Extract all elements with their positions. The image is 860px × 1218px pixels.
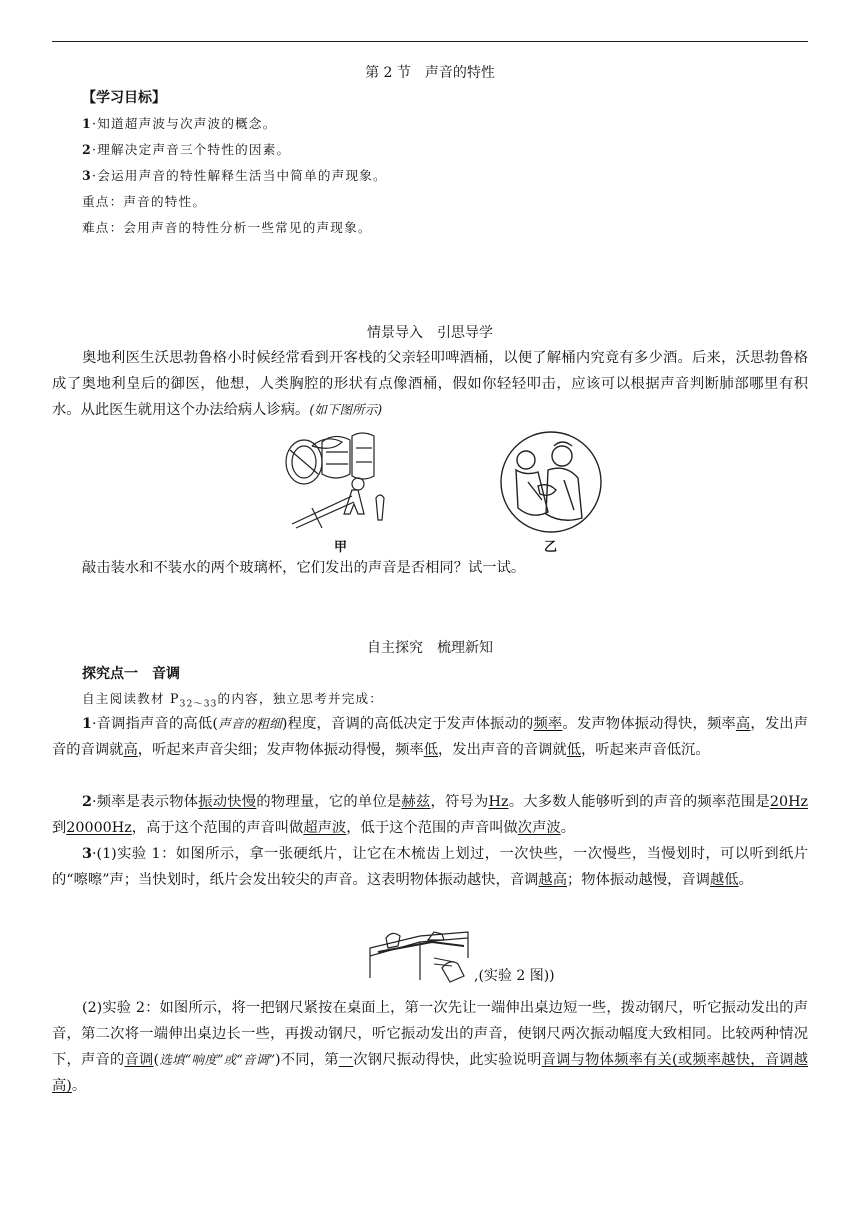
text: ；物体振动越慢，音调 [567, 872, 710, 888]
answer: 越高 [538, 872, 568, 888]
text: ，发出声音的音调就 [438, 742, 567, 758]
objective-item-2: 2·理解决定声音三个特性的因素。 [82, 142, 291, 157]
answer: 低 [423, 742, 439, 758]
text: 。 [560, 820, 575, 836]
doctor-patient-illustration [498, 430, 604, 534]
top-rule [52, 41, 808, 42]
answer: 超声波 [303, 820, 347, 836]
reading-suffix: 的内容，独立思考并完成： [217, 691, 384, 706]
answer: 越低 [709, 872, 739, 888]
item-num: 3 [82, 846, 92, 862]
text: 音调指声音的高低( [96, 716, 218, 732]
answer: 高 [735, 716, 751, 732]
text: 。发声物体振动得快，频率 [562, 716, 736, 732]
section-title: 第 2 节 声音的特性 [365, 65, 495, 81]
text: ，高于这个范围的声音叫做 [131, 820, 304, 836]
answer: 次声波 [517, 820, 561, 836]
text: 次钢尺振动得快，此实验说明 [353, 1052, 542, 1068]
answer: 赫兹 [401, 794, 431, 810]
text: 到 [52, 820, 67, 836]
answer: 音调与物体频率有关(或频率越快，音调越高) [52, 1052, 809, 1094]
objective-num: 2 [82, 142, 92, 157]
text: 。 [71, 1078, 87, 1094]
ruler-experiment-illustration [368, 928, 472, 984]
paragraph-2: 2·频率是表示物体振动快慢的物理量，它的单位是赫兹，符号为Hz。大多数人能够听到的声音的频率范围是20Hz到20000Hz，高于这个范围的声音叫做超声波，低于这个范围的声音叫做次声波。 [52, 794, 809, 836]
objective-item-3: 3·会运用声音的特性解释生活当中简单的声现象。 [82, 168, 387, 183]
item-num: 2 [82, 794, 92, 810]
answer: 振动快慢 [198, 794, 257, 810]
objective-text: 会运用声音的特性解释生活当中简单的声现象。 [97, 168, 387, 183]
text: (2)实验 2：如图所示，将一把钢尺紧按在桌面上，第一次先让一端伸出桌边短一些，拨动钢尺，听它振动发出的声音，第二次将一端伸出桌边长一些，再拨动钢尺，听它振动发出的声音，使钢尺两次振动幅度大致相同。比较两种情况下，声音的 [52, 1000, 808, 1068]
barrels-illustration [282, 428, 392, 532]
text: ，听起来声音尖细；发声物体振动得慢，频率 [137, 742, 424, 758]
note: 选填“响度”或“音调” [159, 1052, 276, 1067]
intro-question: 敲击装水和不装水的两个玻璃杯，它们发出的声音是否相同？试一试。 [82, 560, 526, 576]
text: 。大多数人能够听到的声音的频率范围是 [508, 794, 770, 810]
objective-item-1: 1·知道超声波与次声波的概念。 [82, 116, 277, 131]
paragraph-3: 3·(1)实验 1：如图所示，拿一张硬纸片，让它在木梳齿上划过，一次快些，一次慢些，当慢划时，可以听到纸片的“嚓嚓”声；当快划时，纸片会发出较尖的声音。这表明物体振动越快，音调越高；物体振动越慢，音调越低。 [52, 846, 808, 888]
intro-paragraph [52, 345, 808, 423]
text: ，低于这个范围的声音叫做 [346, 820, 518, 836]
intro-note: (如下图所示) [309, 402, 383, 417]
figure-caption: ,(实验 2 图)) [474, 968, 555, 984]
explore-heading: 自主探究 梳理新知 [367, 640, 493, 656]
text: ，听起来声音低沉。 [580, 742, 710, 758]
paragraph-1: 1·音调指声音的高低(声音的粗细)程度，音调的高低决定于发声体振动的频率。发声物体振动得快，频率高，发出声音的音调就高，听起来声音尖细；发声物体振动得慢，频率低，发出声音的音调就低，听起来声音低沉。 [52, 716, 809, 758]
note: 声音的粗细 [217, 716, 282, 731]
text: 频率是表示物体 [96, 794, 199, 810]
paragraph-4 [52, 995, 808, 1099]
figure-a-label: 甲 [334, 540, 348, 555]
reading-pages: 32～33 [179, 699, 218, 710]
answer: 高 [123, 742, 138, 758]
objective-num: 3 [82, 168, 92, 183]
text: ，符号为 [430, 794, 489, 810]
text: ，发出声音的音调就 [52, 716, 809, 758]
text: )程度，音调的高低决定于发声体振动的 [281, 716, 534, 732]
objectives-heading: 【学习目标】 [82, 90, 166, 106]
text: 的物理量，它的单位是 [256, 794, 402, 810]
text: ( [153, 1052, 160, 1068]
answer: Hz [488, 794, 509, 810]
answer: 频率 [533, 716, 563, 732]
item-num: 1 [82, 716, 92, 732]
answer: 20000Hz [66, 820, 132, 836]
objective-text: 知道超声波与次声波的概念。 [97, 116, 277, 131]
text: 。 [738, 872, 753, 888]
figure-b-label: 乙 [544, 540, 558, 555]
intro-text: 奥地利医生沃思勃鲁格小时候经常看到开客栈的父亲轻叩啤酒桶，以便了解桶内究竟有多少酒。后来，沃思勃鲁格成了奥地利皇后的御医，他想，人类胸腔的形状有点像酒桶，假如你轻轻叩击，应该可以根据声音判断肺部哪里有积水。从此医生就用这个办法给病人诊病。 [52, 350, 808, 418]
difficult-point: 难点：会用声音的特性分析一些常见的声现象。 [82, 220, 372, 235]
text: )不同，第 [275, 1052, 339, 1068]
answer: 20Hz [769, 794, 809, 810]
objective-num: 1 [82, 116, 92, 131]
text: (1)实验 1：如图所示，拿一张硬纸片，让它在木梳齿上划过，一次快些，一次慢些，当慢划时，可以听到纸片的“嚓嚓”声；当快划时，纸片会发出较尖的声音。这表明物体振动越快，音调 [52, 846, 808, 888]
point-heading: 探究点一 音调 [82, 666, 180, 682]
reading-prefix: 自主阅读教材 P [82, 691, 180, 706]
objective-text: 理解决定声音三个特性的因素。 [97, 142, 291, 157]
key-point: 重点：声音的特性。 [82, 194, 207, 209]
answer: 一 [338, 1052, 354, 1068]
answer: 音调 [124, 1052, 154, 1068]
answer: 低 [566, 742, 581, 758]
intro-heading: 情景导入 引思导学 [367, 325, 493, 341]
